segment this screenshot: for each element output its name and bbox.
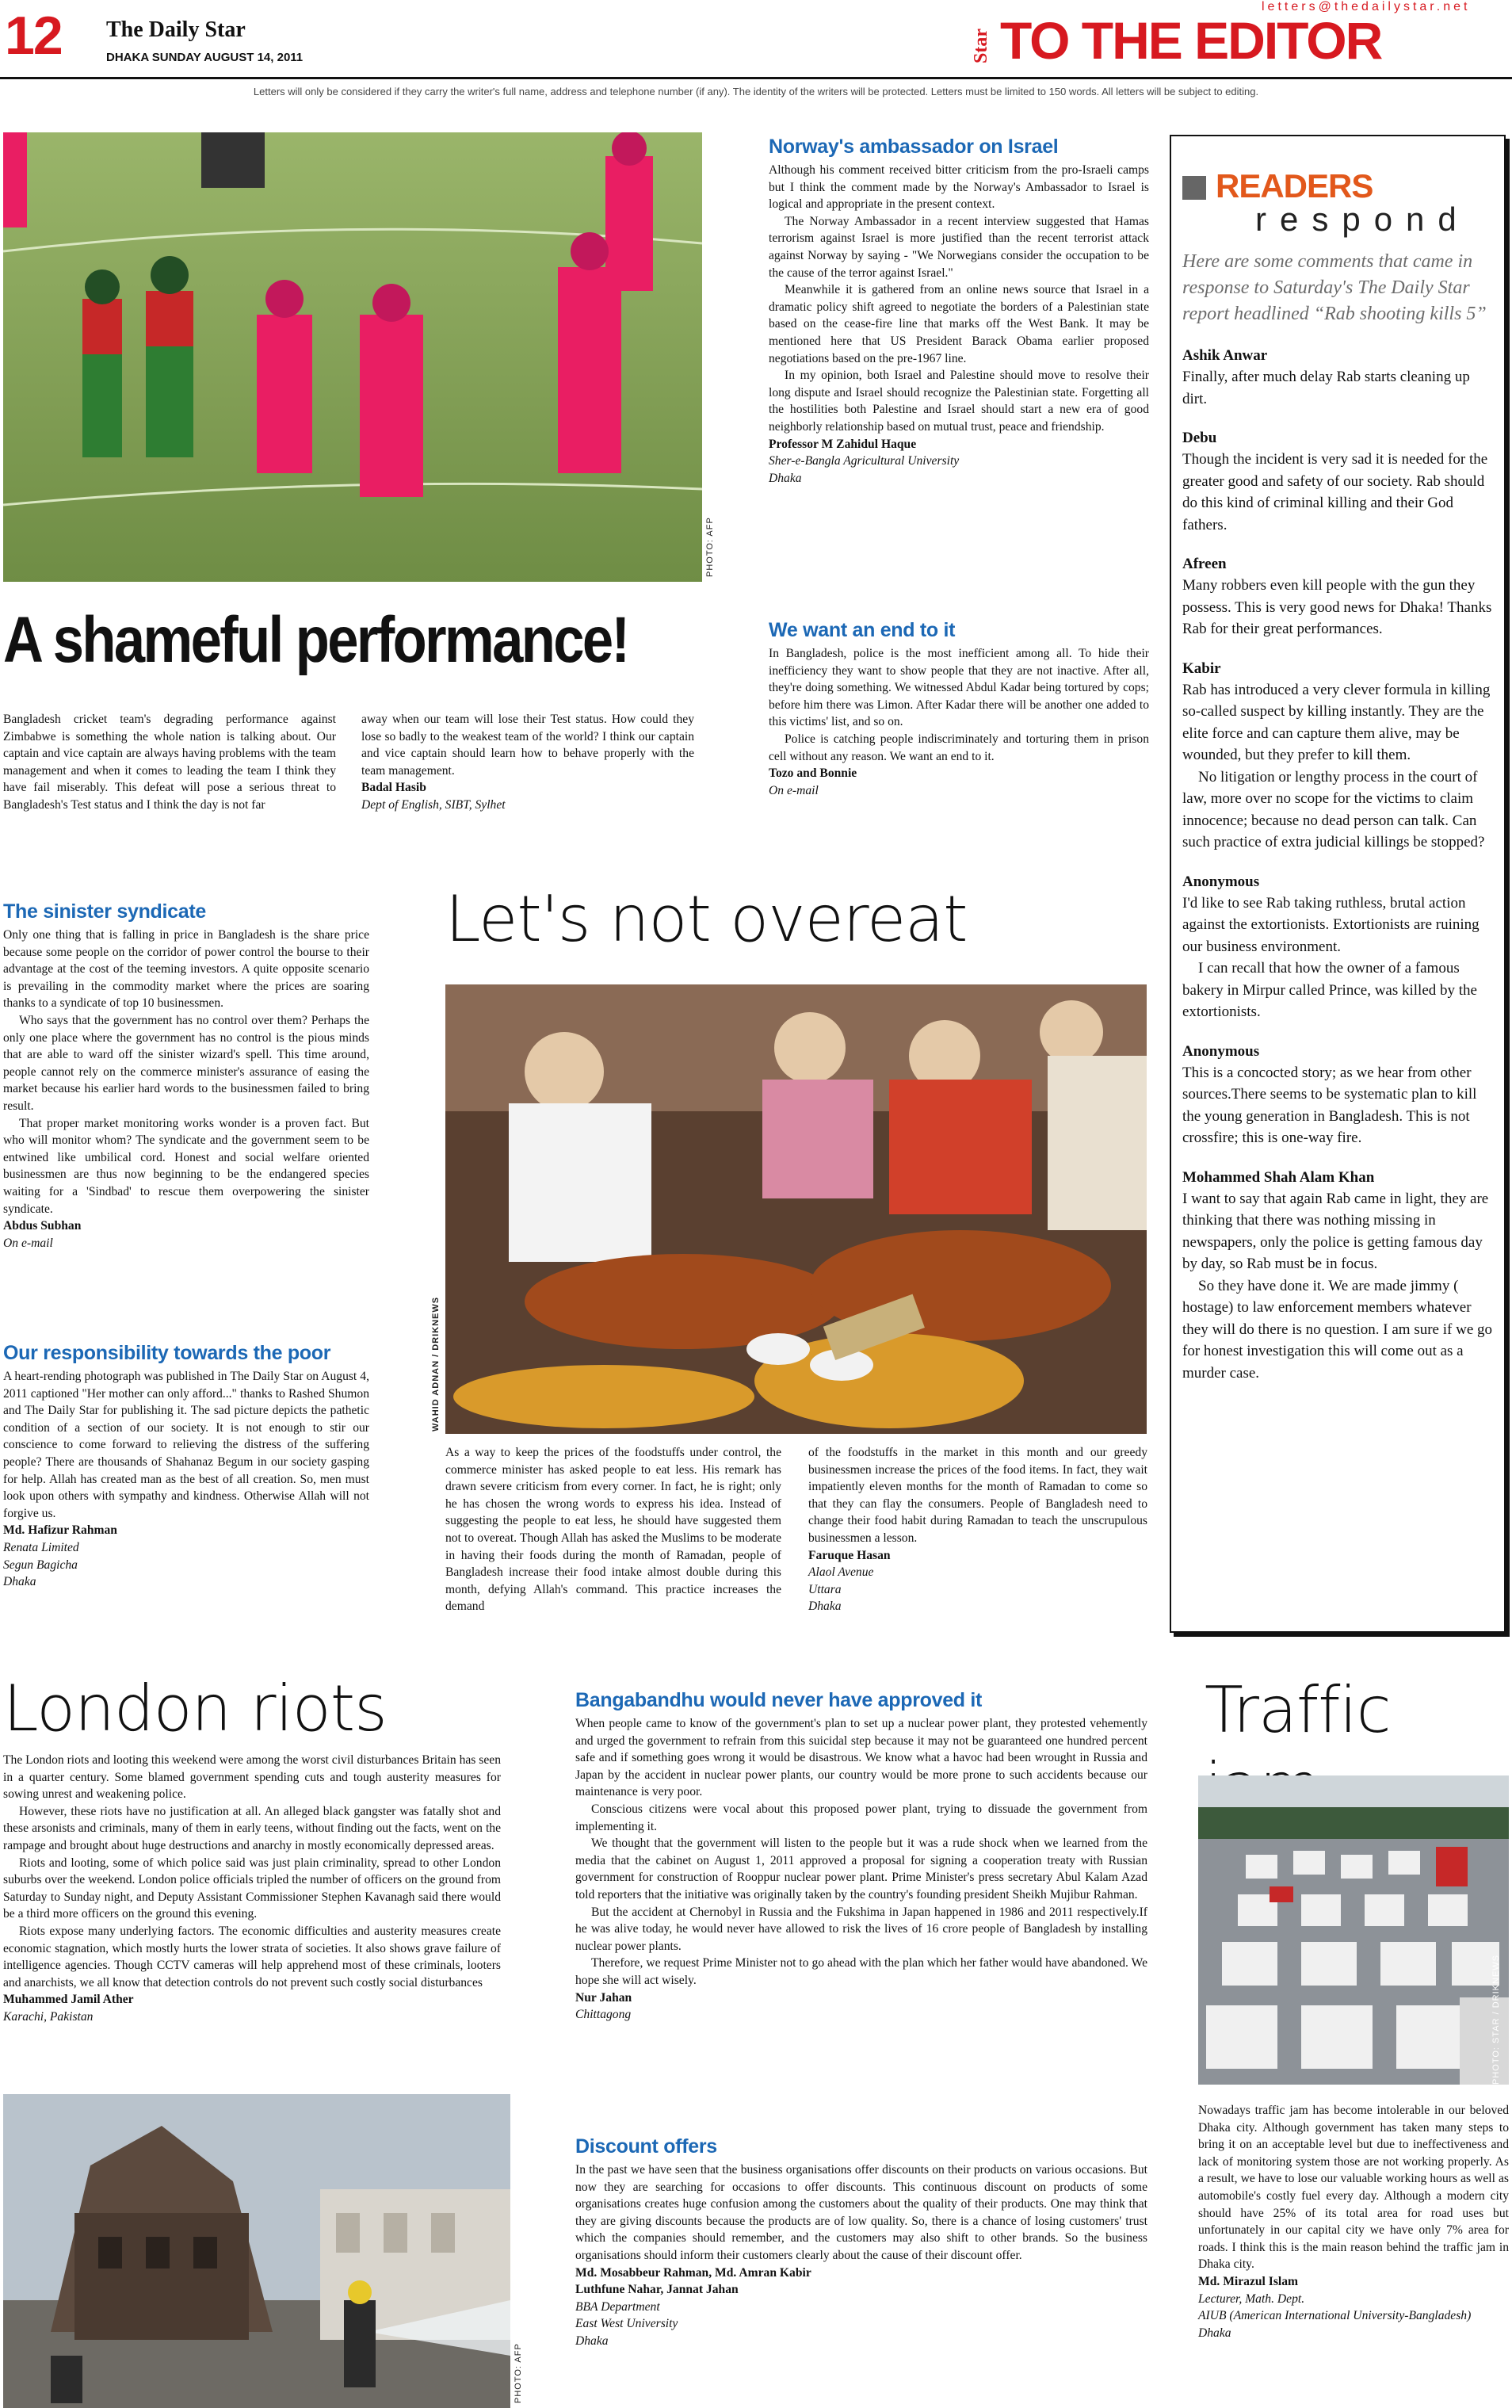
norway-paragraph: The Norway Ambassador in a recent interview suggested that Hamas terrorism against Israel is more justified than the recent terrorist attack against Norway by saying - "We Norwegians consider the occupation to be the cause of the terror against Israel."	[769, 214, 1149, 280]
end-author: Tozo and Bonnie	[769, 766, 857, 781]
reader-comment: So they have done it. We are made jimmy ( hostage) to law enforcement members whatever they will do there is no question. I am sure if we go for honest investigation this will come out as a murder case.	[1182, 1277, 1493, 1382]
london-place: Karachi, Pakistan	[3, 2009, 94, 2024]
overeat-headline: Let's not overeat	[445, 882, 968, 956]
end-place: On e-mail	[769, 783, 819, 797]
sinister-letter	[3, 900, 369, 1252]
bangabandhu-paragraph: Conscious citizens were vocal about this proposed power plant, trying to dissuade the government from implementing it.	[575, 1802, 1147, 1833]
london-paragraph: However, these riots have no justification at all. An alleged black gangster was fatally shot and these arsonists and criminals, many of them in early teens, without finding out the facts, went on the rampage and brought about huge destructions and anarchy in mostly economically depressed areas.	[3, 1804, 501, 1852]
traffic-place: Dhaka	[1198, 2326, 1231, 2340]
readers-square-icon	[1182, 176, 1206, 200]
readers-intro: Here are some comments that came in response to Saturday's The Daily Star report headlined “Rab shooting kills 5”	[1182, 251, 1487, 324]
norway-headline: Norway's ambassador on Israel	[769, 136, 1059, 158]
reader-comment: I can recall that how the owner of a famous bakery in Mirpur called Prince, was killed by the extortionists.	[1182, 960, 1477, 1020]
bangabandhu-paragraph: But the accident at Chernobyl in Russia and the Fukshima in Japan happened in 1986 and 2011 respectively.If he was alive today, he would never have allowed to risk the lives of 16 crore people of Bangladesh by installing nuclear power plants.	[575, 1905, 1147, 1953]
sinister-paragraph: Only one thing that is falling in price in Bangladesh is the share price because some people on the corridor of power control the bourse to their advantage at the cost of the teeming investors. A quite opposite scenario is prevailing in the commodity market where the prices are soaring thanks to a syndicate of top 10 businessmen.	[3, 928, 369, 1011]
discount-author: Md. Mosabbeur Rahman, Md. Amran Kabir	[575, 2265, 811, 2280]
london-paragraph: Riots and looting, some of which police said was just plain criminality, spread to other London suburbs over the weekend. London police officials tripled the number of officers on the ground from Saturday to Sunday night, and Deputy Assistant Commissioner Stephen Kavanagh said there would be a third more officers on the ground this evening.	[3, 1856, 501, 1921]
norway-place: Sher-e-Bangla Agricultural University	[769, 454, 960, 468]
overeat-author: Faruque Hasan	[808, 1548, 891, 1562]
overeat-body-col2	[808, 1444, 1147, 1615]
norway-paragraph: In my opinion, both Israel and Palestine should move to resolve their long dispute and Israel should recognize the Palestinian state. Forgetting all the hostilities both Palestine and Israel should start a new era of good neighborly relationship based on mutual trust, peace and friendship.	[769, 369, 1149, 434]
riots-photo	[3, 2094, 510, 2408]
reader-comment: No litigation or lengthy process in the court of law, more over no scope for the victims to claim innocence; because no dead person can talk. Can such practice of extra judicial killings be stopped?	[1182, 768, 1485, 850]
shameful-affiliation: Dept of English, SIBT, Sylhet	[361, 797, 506, 812]
discount-place: BBA Department	[575, 2299, 660, 2314]
norway-paragraph: Although his comment received bitter criticism from the pro-Israeli camps but I think the comment made by the Norway's Ambassador to Israel is logical and appropriate in the present context.	[769, 163, 1149, 212]
overeat-place: Uttara	[808, 1582, 842, 1596]
sinister-headline: The sinister syndicate	[3, 900, 206, 923]
discount-author: Luthfune Nahar, Jannat Jahan	[575, 2283, 739, 2297]
discount-letter	[575, 2135, 1147, 2350]
sinister-paragraph: That proper market monitoring works wonder is a proven fact. But who will monitor whom? The syndicate and the government seem to be entwined like umbilical cord. Honest and social welfare oriented businessmen are thus now beginning to be the endangered species waiting for a 'Sindbad' to rescue them overpowering the sinister syndicate.	[3, 1116, 369, 1216]
star-tag: Star	[971, 29, 991, 63]
cricket-photo-credit: PHOTO: AFP	[705, 517, 715, 577]
end-headline: We want an end to it	[769, 619, 956, 641]
reader-entry	[1182, 1167, 1493, 1385]
overeat-paragraph: of the foodstuffs in the market in this month and our greedy businessmen increase the prices of the food items. In fact, they wait impatiently eleven months for the month of Ramadan to come so that they can flay the consumers. People of Bangladesh need to change their food habit during Ramadan to teach the unscrupulous businessmen a lesson.	[808, 1446, 1147, 1545]
reader-comment: I'd like to see Rab taking ruthless, brutal action against the extortionists. Extortionists are ruining our business environment.	[1182, 894, 1480, 955]
traffic-place: Lecturer, Math. Dept.	[1198, 2291, 1305, 2306]
masthead-rule	[0, 77, 1512, 79]
riots-photo-credit: PHOTO: AFP	[514, 2343, 523, 2403]
norway-author: Professor M Zahidul Haque	[769, 437, 917, 451]
overeat-paragraph: As a way to keep the prices of the foodstuffs under control, the commerce minister has asked people to eat less. His remark has drawn severe criticism from every corner. In fact, he is right; only he has chosen the wrong words to express his idea. Instead of suggesting the people to eat less, he should have suggested them not to overeat. Though Allah has asked the Muslims to be moderate in having their foods during the month of Ramadan, people of Bangladesh increase their food intake almost double during this month, defying Allah's command. This practice increases the demand	[445, 1446, 781, 1614]
poor-place: Dhaka	[3, 1575, 36, 1589]
discount-place: East West University	[575, 2317, 678, 2331]
end-letter	[769, 618, 1149, 799]
section-title: TO THE EDITOR	[1000, 11, 1382, 70]
discount-place: Dhaka	[575, 2333, 609, 2348]
shameful-headline: A shameful performance!	[3, 604, 628, 676]
overeat-place: Dhaka	[808, 1600, 842, 1614]
reader-name: Kabir	[1182, 659, 1221, 677]
london-paragraph: The London riots and looting this weekend were among the worst civil disturbances Britain has seen in a quarter century. Some blamed government spending cuts and tough austerity measures for sowing unrest and weakening police.	[3, 1753, 501, 1802]
norway-paragraph: Meanwhile it is gathered from an online news source that Israel in a dramatic policy shift agreed to negotiate the borders of a Palestinian state based on the cease-fire line that marks off the West Bank. It may be mentioned here that US President Barack Obama earlier proposed negotiations based on the pre-1967 line.	[769, 283, 1149, 365]
readers-entries	[1182, 345, 1493, 1384]
reader-entry	[1182, 345, 1493, 410]
london-paragraph: Riots expose many underlying factors. The economic difficulties and austerity measures create economic stagnation, which mostly hurts the lower strata of societies. It also shows grave failure of intelligence agencies. Though CCTV cameras will help apprehend most of these criminals, looters and anarchists, we all know that detection controls do not prevent such costly social disturbances	[3, 1924, 501, 1989]
shameful-paragraph: away when our team will lose their Test status. How could they lose so badly to the weakest team of the world? I think our captain and vice captain should learn how to behave properly with the team management.	[361, 713, 694, 778]
shameful-paragraph: Bangladesh cricket team's degrading performance against Zimbabwe is something the whole nation is talking about. Our captain and vice captain are always having problems with the team management and when it comes to leading the team I think they have fail miserably. This defeat will pose a serious threat to Bangladesh's Test status and I think the day is not far	[3, 713, 336, 812]
email-address[interactable]: letters@thedailystar.net	[1262, 0, 1471, 13]
reader-comment: I want to say that again Rab came in light, they are thinking that there was nothing missing in newspapers, only the police is getting famous day by day, so Rab must be in focus.	[1182, 1190, 1489, 1272]
bangabandhu-headline: Bangabandhu would never have approved it	[575, 1689, 983, 1711]
shameful-author: Badal Hasib	[361, 781, 426, 795]
traffic-author: Md. Mirazul Islam	[1198, 2274, 1299, 2288]
reader-entry	[1182, 658, 1493, 854]
sinister-place: On e-mail	[3, 1236, 53, 1250]
traffic-place: AIUB (American International University-Bangladesh)	[1198, 2309, 1472, 2323]
london-author: Muhammed Jamil Ather	[3, 1993, 134, 2007]
bangabandhu-paragraph: We thought that the government will listen to the people but it was a rude shock when we learned from the media that the cabinet on August 1, 2011 approved a proposal for signing a cooperation treaty with Russian government for construction of Rooppur nuclear power plant. Prime Minister's press secretary Abul Kalam Azad told reporters that the initiative was originally taken by the country's founding president Sheikh Mujibur Rahman.	[575, 1837, 1147, 1902]
bangabandhu-place: Chittagong	[575, 2008, 632, 2022]
reader-comment: Many robbers even kill people with the gun they possess. This is very good news for Dhaka! Thanks Rab for their great performances.	[1182, 577, 1492, 637]
poor-headline: Our responsibility towards the poor	[3, 1342, 331, 1364]
reader-comment: Though the incident is very sad it is needed for the greater good and safety of our society. Rab should do this kind of criminal killing and their God fathers.	[1182, 451, 1488, 533]
poor-place: Segun Bagicha	[3, 1558, 78, 1572]
overeat-body-col1	[445, 1444, 781, 1615]
sinister-paragraph: Who says that the government has no control over them? Perhaps the only one place where the government has no control is the pious minds that are able to ward off the sinister wizard's spell. This time around, people cannot rely on the commerce minister's assurance of easing the market because his earlier hard words to the businessmen failed to bring result.	[3, 1013, 369, 1113]
reader-comment: This is a concocted story; as we hear from other sources.There seems to be systematic plan to kill the young generation in Bangladesh. This is not crossfire; this is one-way fire.	[1182, 1064, 1477, 1146]
readers-title: READERS	[1216, 167, 1373, 204]
editorial-notice: Letters will only be considered if they carry the writer's full name, address and telephone number (if any). The identity of the writers will be protected. Letters must be limited to 150 words. All letters will be subject to editing.	[253, 86, 1259, 97]
norway-letter	[769, 135, 1149, 487]
shameful-body-col1	[3, 711, 336, 814]
reader-name: Anonymous	[1182, 873, 1260, 890]
dateline: DHAKA SUNDAY AUGUST 14, 2011	[106, 51, 304, 64]
bangabandhu-letter	[575, 1688, 1147, 2024]
sinister-author: Abdus Subhan	[3, 1219, 82, 1233]
respond-title: respond	[1255, 201, 1470, 238]
cricket-photo	[3, 132, 702, 582]
reader-name: Ashik Anwar	[1182, 347, 1268, 364]
discount-headline: Discount offers	[575, 2135, 717, 2158]
reader-comment: Rab has introduced a very clever formula in killing so-called suspect by killing instantly. They are the elite force and can capture them alive, may be wounded, but they prefer to kill them.	[1182, 681, 1491, 763]
poor-paragraph: A heart-rending photograph was published in The Daily Star on August 4, 2011 captioned "Her mother can only afford..." thanks to Rashed Shumon and The Daily Star for publishing it. The sad picture depicts the pathetic condition of a section of our society. It is not enough to stir our conscience to come forward to relieving the distress of the suffering people? There are thousands of Shahanaz Begum in our society gasping for help. Allah has created man as the best of all creation. So, men must look upon others with sympathy and kindness. Otherwise Allah will not forgive us.	[3, 1370, 369, 1520]
bangabandhu-paragraph: When people came to know of the government's plan to set up a nuclear power plant, they protested vehemently and urged the government to refrain from this suicidal step because it may not be guaranteed one hundred percent safe and if something goes wrong it would be disastrous. We know what a havoc had been wrought in Russia and Japan by the accident in nuclear power plants, our country would be more prone to such accidents because our maintenance is very poor.	[575, 1717, 1147, 1799]
poor-place: Renata Limited	[3, 1540, 79, 1554]
reader-entry	[1182, 427, 1493, 536]
traffic-headline: Traffic	[1205, 1673, 1391, 1747]
norway-place: Dhaka	[769, 471, 802, 485]
discount-paragraph: In the past we have seen that the business organisations offer discounts on their products on various occasions. But now they are searching for occasions to offer discounts. This continuous discount on products of some organisations creates huge confusion among the customers about the quality of their products. One may think that they are giving discounts because the products are of low quality. So, there is a chance of losing customers' trust which the companies should remember, and the customers may also shift to other brands. So the business organisations should inform their customers clearly about the cause of their discount offer.	[575, 2163, 1147, 2262]
reader-entry	[1182, 553, 1493, 640]
reader-entry	[1182, 871, 1493, 1023]
reader-entry	[1182, 1041, 1493, 1149]
traffic-photo-credit: PHOTO: STAR / DRIKNEWS	[1491, 1955, 1501, 2085]
poor-author: Md. Hafizur Rahman	[3, 1523, 117, 1538]
reader-name: Anonymous	[1182, 1042, 1260, 1060]
page-number: 12	[5, 6, 62, 66]
london-headline: London riots	[3, 1672, 387, 1745]
masthead	[0, 0, 1512, 78]
iftar-photo-credit: WAHID ADNAN / DRIKNEWS	[431, 1296, 441, 1431]
poor-letter	[3, 1341, 369, 1591]
reader-comment: Finally, after much delay Rab starts cleaning up dirt.	[1182, 369, 1470, 407]
readers-respond-box	[1170, 135, 1506, 1633]
shameful-body-col2	[361, 711, 694, 814]
overeat-place: Alaol Avenue	[808, 1565, 874, 1580]
traffic-photo	[1198, 1775, 1509, 2085]
end-paragraph: Police is catching people indiscriminately and torturing them in prison cell without any reason. We want an end to it.	[769, 732, 1149, 763]
traffic-letter	[1198, 2102, 1509, 2341]
bangabandhu-author: Nur Jahan	[575, 1990, 632, 2005]
traffic-paragraph: Nowadays traffic jam has become intolerable in our beloved Dhaka city. Although government has taken many steps to bring it on an acceptable level but due to ineffectiveness and lack of monitoring system those are not working properly. As a result, we have to lose our valuable working hours as well as automobile's costly fuel every day. Although a modern city should have 25% of its total area for road uses but unfortunately in our capital city we have only 7% area for roads. I think this is the main reason behind the traffic jam in Dhaka city.	[1198, 2104, 1509, 2272]
reader-name: Mohammed Shah Alam Khan	[1182, 1168, 1375, 1186]
bangabandhu-paragraph: Therefore, we request Prime Minister not to go ahead with the plan which her father would have abandoned. We hope she will act wisely.	[575, 1956, 1147, 1987]
paper-name: The Daily Star	[106, 17, 246, 42]
end-paragraph: In Bangladesh, police is the most inefficient among all. To hide their inefficiency they want to show people that they are not inactive. After all, they're doing something. We witnessed Abdul Kadar being tortured by cops; before him there was Limon. After Kadar there will be another one added to this victims' list, and so on.	[769, 647, 1149, 729]
reader-name: Afreen	[1182, 556, 1227, 572]
reader-name: Debu	[1182, 430, 1217, 446]
london-letter	[3, 1752, 501, 2026]
iftar-photo	[445, 984, 1147, 1434]
